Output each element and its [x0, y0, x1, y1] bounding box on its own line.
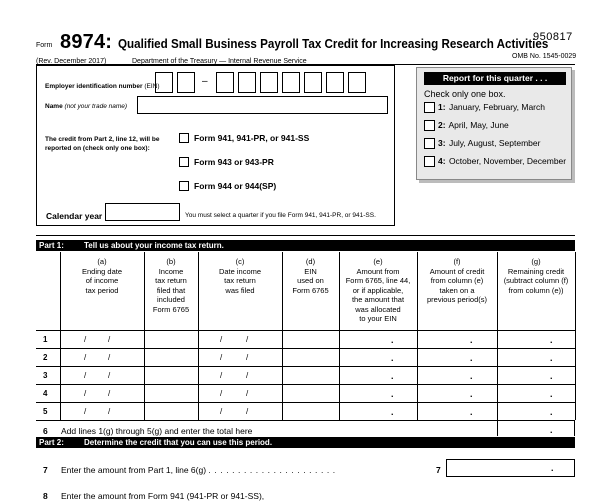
quarter-1-label: January, February, March: [448, 102, 545, 112]
row-3-col-c-input[interactable]: [199, 367, 281, 383]
column-header-line: or if applicable,: [352, 285, 404, 295]
part2-header: Part 2: Determine the credit that you can use this period.: [36, 437, 575, 448]
row-number: 5: [43, 407, 48, 416]
column-header-line: Amount of credit: [429, 266, 485, 276]
column-header-a: [60, 257, 144, 295]
column-header-line: Date income: [218, 266, 262, 276]
line6-number: 6: [43, 426, 48, 436]
column-letter: (e): [373, 257, 383, 266]
row-3-col-f-input[interactable]: [418, 367, 496, 383]
row-5-col-e-input[interactable]: [340, 403, 416, 419]
column-header-line: from column (e)): [508, 285, 564, 295]
row-5-col-g-input[interactable]: [498, 403, 574, 419]
date-separator: /: [220, 389, 223, 398]
row-1-col-a-input[interactable]: [61, 331, 143, 347]
row-3-col-d-input[interactable]: [283, 367, 338, 383]
line6-total-input[interactable]: [497, 420, 575, 436]
column-header-line: used on: [297, 276, 324, 285]
form-943-label: Form 943 or 943-PR: [194, 157, 274, 167]
row-5-col-d-input[interactable]: [283, 403, 338, 419]
column-header-line: was allocated: [355, 304, 401, 314]
decimal-point: .: [470, 335, 473, 345]
column-letter: (f): [453, 257, 461, 266]
line7-number: 7: [43, 465, 48, 475]
column-header-d: [282, 257, 339, 295]
column-header-line: of income: [85, 276, 119, 285]
quarter-2-checkbox[interactable]: [424, 120, 435, 131]
decimal-point: .: [550, 371, 553, 381]
row-4-col-f-input[interactable]: [418, 385, 496, 401]
date-separator: /: [84, 407, 87, 416]
form-label: Form: [36, 42, 53, 49]
column-header-line: Remaining credit: [507, 266, 565, 276]
row-1-col-g-input[interactable]: [498, 331, 574, 347]
decimal-point: .: [550, 353, 553, 363]
column-letter: (a): [97, 257, 107, 266]
date-separator: /: [220, 353, 223, 362]
row-2-col-f-input[interactable]: [418, 349, 496, 365]
column-header-line: taken on a: [439, 285, 475, 295]
revision-date: (Rev. December 2017): [36, 58, 107, 65]
column-header-g: [497, 257, 575, 295]
date-separator: /: [108, 371, 111, 380]
column-header-line: Form 6765: [292, 285, 329, 295]
ein-digit-1[interactable]: [155, 72, 173, 93]
row-2-col-a-input[interactable]: [61, 349, 143, 365]
credit-report-label: The credit from Part 2, line 12, will be reported on (check only one box):: [45, 136, 160, 152]
row-2-col-d-input[interactable]: [283, 349, 338, 365]
row-2-col-b-input[interactable]: [145, 349, 197, 365]
decimal-point: .: [391, 389, 394, 399]
column-header-line: Form 6765: [152, 304, 190, 314]
decimal-point: .: [391, 353, 394, 363]
form-941-label: Form 941, 941-PR, or 941-SS: [194, 133, 310, 143]
quarter-item-1[interactable]: 1: January, February, March: [424, 102, 545, 113]
column-header-line: tax return: [224, 276, 256, 285]
row-4-col-g-input[interactable]: [498, 385, 574, 401]
quarter-note: You must select a quarter if you file Form 941, 941-PR, or 941-SS.: [185, 212, 376, 219]
form-944-label: Form 944 or 944(SP): [194, 181, 277, 191]
section-divider: [36, 235, 575, 236]
ein-digit-7[interactable]: [304, 72, 322, 93]
calendar-year-input[interactable]: [105, 203, 180, 221]
ein-digit-2[interactable]: [177, 72, 195, 93]
line7-decimal: .: [551, 463, 554, 473]
decimal-point: .: [391, 371, 394, 381]
row-4-col-d-input[interactable]: [283, 385, 338, 401]
ein-digit-9[interactable]: [348, 72, 366, 93]
date-separator: /: [108, 407, 111, 416]
quarter-3-label: July, August, September: [448, 138, 541, 148]
row-5-col-c-input[interactable]: [199, 403, 281, 419]
column-header-line: tax period: [85, 285, 119, 295]
table-row-line: [36, 420, 575, 421]
line8-label: Enter the amount from Form 941 (941-PR or 941-SS),: [61, 491, 265, 501]
quarter-3-checkbox[interactable]: [424, 138, 435, 149]
decimal-point: .: [550, 407, 553, 417]
row-4-col-a-input[interactable]: [61, 385, 143, 401]
date-separator: /: [84, 371, 87, 380]
column-header-line: to your EIN: [359, 314, 397, 323]
decimal-point: .: [470, 371, 473, 381]
form-title: Qualified Small Business Payroll Tax Credit for Increasing Research Activities: [118, 37, 549, 51]
decimal-point: .: [470, 353, 473, 363]
form-number: 8974:: [60, 31, 113, 53]
ein-digit-5[interactable]: [260, 72, 278, 93]
column-header-line: was filed: [225, 285, 255, 295]
date-separator: /: [84, 353, 87, 362]
date-separator: /: [220, 407, 223, 416]
form-943-checkbox[interactable]: [179, 157, 189, 167]
row-number: 1: [43, 335, 48, 344]
date-separator: /: [108, 389, 111, 398]
row-4-col-e-input[interactable]: [340, 385, 416, 401]
column-letter: (c): [235, 257, 245, 266]
ein-digit-8[interactable]: [326, 72, 344, 93]
column-letter: (g): [531, 257, 541, 266]
column-header-line: included: [157, 295, 185, 304]
date-separator: /: [84, 389, 87, 398]
omb-number: OMB No. 1545-0029: [512, 53, 577, 60]
row-4-col-c-input[interactable]: [199, 385, 281, 401]
date-separator: /: [84, 335, 87, 344]
line6-decimal: .: [550, 425, 553, 435]
form-941-checkbox[interactable]: [179, 133, 189, 143]
row-3-col-g-input[interactable]: [498, 367, 574, 383]
line6-label: Add lines 1(g) through 5(g) and enter the total here: [61, 426, 253, 436]
ein-digit-3[interactable]: [216, 72, 234, 93]
ein-label: Employer identification number (EIN): [45, 83, 160, 90]
column-header-line: (subtract column (f): [503, 276, 569, 285]
ein-dash: –: [202, 76, 208, 87]
form-code: 950817: [533, 31, 573, 43]
row-1-col-b-input[interactable]: [145, 331, 197, 347]
quarter-2-label: April, May, June: [448, 120, 509, 130]
part1-header: Part 1: Tell us about your income tax return.: [36, 240, 575, 251]
column-header-f: [417, 257, 497, 305]
row-2-col-c-input[interactable]: [199, 349, 281, 365]
row-1-col-d-input[interactable]: [283, 331, 338, 347]
ein-digit-4[interactable]: [238, 72, 256, 93]
row-3-col-e-input[interactable]: [340, 367, 416, 383]
column-header-b: [144, 257, 198, 314]
column-header-line: Amount from: [356, 266, 400, 276]
column-header-line: the amount that: [351, 295, 405, 304]
column-header-line: Income: [158, 266, 184, 276]
quarter-instruction: Check only one box.: [424, 89, 506, 99]
row-2-col-e-input[interactable]: [340, 349, 416, 365]
name-input[interactable]: [137, 96, 388, 114]
form-944-checkbox[interactable]: [179, 181, 189, 191]
decimal-point: .: [391, 407, 394, 417]
date-separator: /: [246, 389, 249, 398]
column-header-line: Form 6765, line 44,: [345, 276, 411, 285]
date-separator: /: [246, 353, 249, 362]
row-3-col-a-input[interactable]: [61, 367, 143, 383]
department-label: Department of the Treasury — Internal Revenue Service: [132, 58, 307, 65]
quarter-item-2[interactable]: 2: April, May, June: [424, 120, 509, 131]
column-header-line: from column (e): [430, 276, 484, 285]
decimal-point: .: [470, 389, 473, 399]
date-separator: /: [108, 335, 111, 344]
decimal-point: .: [391, 335, 394, 345]
date-separator: /: [220, 335, 223, 344]
column-letter: (b): [166, 257, 176, 266]
column-header-line: tax return: [155, 276, 187, 285]
quarter-4-label: October, November, December: [448, 156, 567, 166]
quarter-item-3[interactable]: 3: July, August, September: [424, 138, 540, 149]
calendar-year-label: Calendar year: [46, 211, 103, 221]
row-number: 2: [43, 353, 48, 362]
row-3-col-b-input[interactable]: [145, 367, 197, 383]
table-column-line: [575, 252, 576, 420]
quarter-1-checkbox[interactable]: [424, 102, 435, 113]
column-header-e: [339, 257, 417, 324]
row-1-col-f-input[interactable]: [418, 331, 496, 347]
quarter-item-4[interactable]: 4: October, November, December: [424, 156, 566, 167]
row-5-col-b-input[interactable]: [145, 403, 197, 419]
decimal-point: .: [470, 407, 473, 417]
name-label: Name (not your trade name): [45, 103, 128, 110]
date-separator: /: [246, 335, 249, 344]
line7-label: Enter the amount from Part 1, line 6(g) . . . . . . . . . . . . . . . . . . . . . .: [61, 465, 336, 475]
line8-number: 8: [43, 491, 48, 501]
column-letter: (d): [305, 257, 316, 266]
date-separator: /: [246, 371, 249, 380]
line7-box-number: 7: [436, 465, 441, 475]
quarter-4-checkbox[interactable]: [424, 156, 435, 167]
row-1-col-c-input[interactable]: [199, 331, 281, 347]
row-5-col-f-input[interactable]: [418, 403, 496, 419]
row-number: 3: [43, 371, 48, 380]
line7-amount-input[interactable]: [446, 459, 575, 477]
ein-digit-6[interactable]: [282, 72, 300, 93]
date-separator: /: [246, 407, 249, 416]
row-1-col-e-input[interactable]: [340, 331, 416, 347]
column-header-line: EIN: [304, 266, 317, 276]
decimal-point: .: [550, 389, 553, 399]
date-separator: /: [108, 353, 111, 362]
row-2-col-g-input[interactable]: [498, 349, 574, 365]
column-header-line: Ending date: [81, 266, 123, 276]
date-separator: /: [220, 371, 223, 380]
row-4-col-b-input[interactable]: [145, 385, 197, 401]
decimal-point: .: [550, 335, 553, 345]
column-header-c: [198, 257, 282, 295]
quarter-header: Report for this quarter . . .: [424, 72, 566, 85]
column-header-line: previous period(s): [426, 295, 488, 304]
row-number: 4: [43, 389, 48, 398]
column-header-line: filed that: [156, 285, 186, 295]
row-5-col-a-input[interactable]: [61, 403, 143, 419]
